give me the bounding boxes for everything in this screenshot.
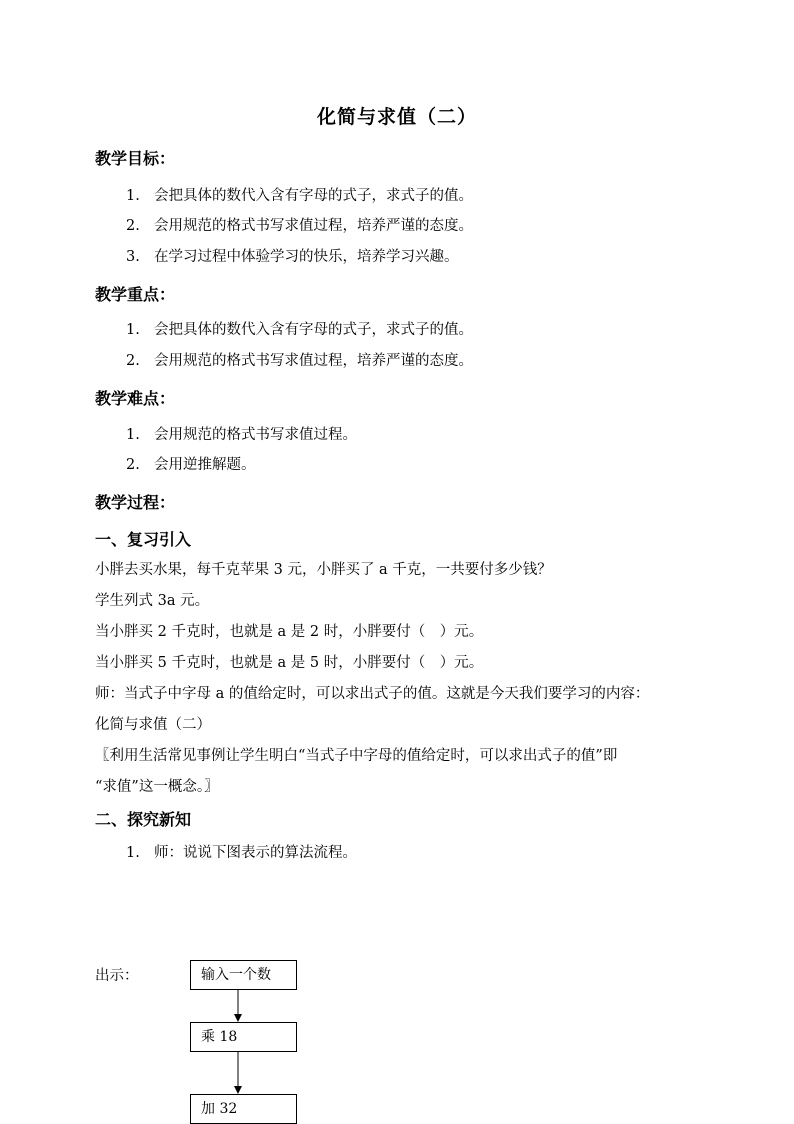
list-text: 会用规范的格式书写求值过程。	[154, 427, 357, 443]
review-line-6: 化简与求值（二）	[95, 717, 211, 733]
list-text: 会把具体的数代入含有字母的式子，求式子的值。	[154, 188, 473, 204]
list-number: 1.	[126, 427, 140, 443]
list-number: 1.	[126, 845, 140, 861]
list-text: 会用规范的格式书写求值过程，培养严谨的态度。	[154, 353, 473, 369]
list-text: 会把具体的数代入含有字母的式子，求式子的值。	[154, 322, 473, 338]
goals-heading: 教学目标：	[95, 149, 176, 168]
review-line-8: “求值”这一概念。〗	[95, 779, 219, 795]
key-points-heading: 教学重点：	[95, 285, 176, 304]
flow-step-add: 加 32	[190, 1094, 297, 1124]
process-heading: 教学过程：	[95, 493, 176, 512]
list-text: 师：说说下图表示的算法流程。	[154, 845, 357, 861]
review-line-5: 师：当式子中字母 a 的值给定时，可以求出式子的值。这就是今天我们要学习的内容：	[95, 686, 650, 702]
review-line-7: 〖利用生活常见事例让学生明白“当式子中字母的值给定时，可以求出式子的值”即	[95, 748, 618, 764]
list-number: 1.	[126, 188, 140, 204]
list-number: 2.	[126, 218, 140, 234]
explore-heading: 二、探究新知	[95, 810, 192, 829]
list-number: 2.	[126, 353, 140, 369]
review-line-3: 当小胖买 2 千克时，也就是 a 是 2 时，小胖要付（ ）元。	[95, 624, 484, 640]
page-title: 化简与求值（二）	[316, 106, 477, 128]
list-number: 3.	[126, 249, 140, 265]
list-number: 1.	[126, 322, 140, 338]
list-text: 在学习过程中体验学习的快乐，培养学习兴趣。	[154, 249, 459, 265]
difficulties-heading: 教学难点：	[95, 389, 176, 408]
review-line-1: 小胖去买水果，每千克苹果 3 元，小胖买了 a 千克，一共要付多少钱？	[95, 562, 552, 578]
flowchart-label: 出示：	[95, 968, 139, 984]
flow-step-multiply: 乘 18	[190, 1022, 297, 1052]
flow-step-input: 输入一个数	[190, 960, 297, 990]
review-line-2: 学生列式 3a 元。	[95, 593, 210, 609]
list-number: 2.	[126, 457, 140, 473]
review-line-4: 当小胖买 5 千克时，也就是 a 是 5 时，小胖要付（ ）元。	[95, 655, 484, 671]
review-heading: 一、复习引入	[95, 530, 192, 549]
list-text: 会用规范的格式书写求值过程，培养严谨的态度。	[154, 218, 473, 234]
list-text: 会用逆推解题。	[154, 457, 256, 473]
